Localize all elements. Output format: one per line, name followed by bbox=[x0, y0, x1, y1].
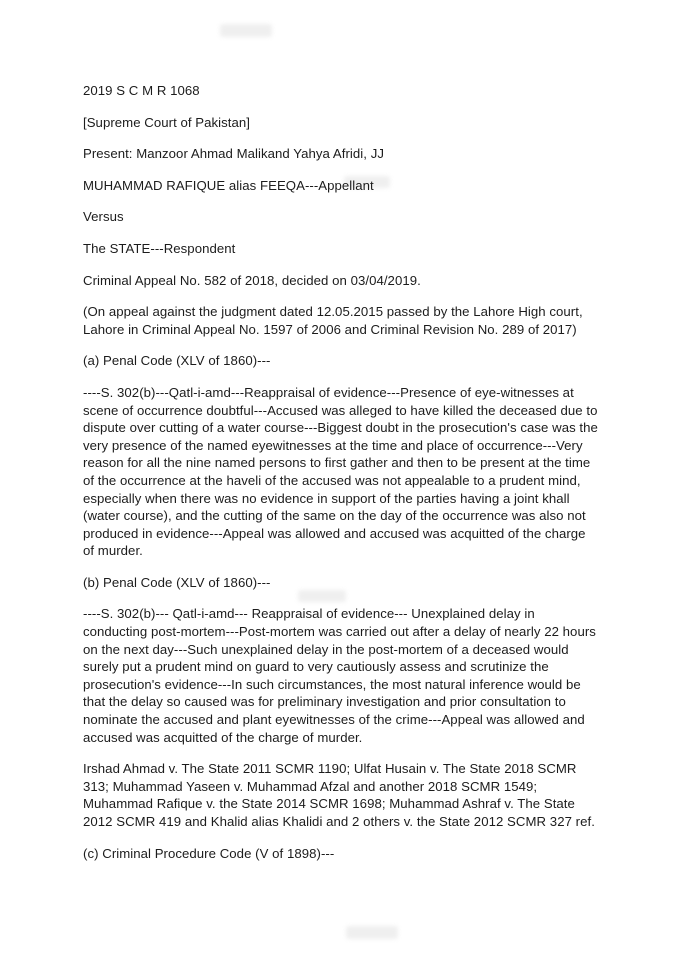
section-c-heading: (c) Criminal Procedure Code (V of 1898)--- bbox=[83, 845, 335, 861]
section-a-body: ----S. 302(b)---Qatl-i-amd---Reappraisal of evidence---Presence of eye-witnesses at scene of occurrence doubtful---Accused was alleged to have killed the deceased due to dispute over cutting of a water course---Biggest doubt in the prosecution's case was the very presence of the named eyewitnesses at the time and place of occurrence---Very reason for all the nine named persons to first gather and then to be present at the time of the occurrence at the haveli of the accused was not appealable to a prudent mind, especially when there was no evidence in support of the parties having a joint khall (water course), and the cutting of the same on the day of the occurrence was also not produced in evidence---Appeal was allowed and accused was acquitted of the charge of murder. bbox=[83, 384, 602, 559]
watermark bbox=[220, 24, 272, 37]
section-b-body: ----S. 302(b)--- Qatl-i-amd--- Reappraisal of evidence--- Unexplained delay in conducting post-mortem---Post-mortem was carried out after a delay of nearly 22 hours on the next day---Such unexplained delay in the post-mortem of a deceased would surely put a prudent mind on guard to very cautiously assess and scrutinize the prosecution's evidence---In such circumstances, the most natural inference would be that the delay so caused was for preliminary investigation and prior consultation to nominate the accused and plant eyewitnesses of the crime---Appeal was allowed and accused was acquitted of the charge of murder. bbox=[83, 606, 600, 745]
watermark bbox=[346, 926, 398, 939]
citation-line: 2019 S C M R 1068 bbox=[83, 83, 200, 98]
appellant-line: MUHAMMAD RAFIQUE alias FEEQA---Appellant bbox=[83, 177, 374, 193]
section-b-heading: (b) Penal Code (XLV of 1860)--- bbox=[83, 574, 271, 590]
bench-line: Present: Manzoor Ahmad Malikand Yahya Afridi, JJ bbox=[83, 146, 384, 162]
appeal-note: (On appeal against the judgment dated 12.05.2015 passed by the Lahore High court, Lahore in Criminal Appeal No. 1597 of 2006 and Criminal Revision No. 289 of 2017) bbox=[83, 304, 587, 337]
case-number-line: Criminal Appeal No. 582 of 2018, decided on 03/04/2019. bbox=[83, 272, 421, 288]
versus-line: Versus bbox=[83, 209, 124, 225]
court-line: [Supreme Court of Pakistan] bbox=[83, 114, 251, 130]
respondent-line: The STATE---Respondent bbox=[83, 240, 236, 256]
section-a-heading: (a) Penal Code (XLV of 1860)--- bbox=[83, 353, 271, 369]
case-references: Irshad Ahmad v. The State 2011 SCMR 1190; Ulfat Husain v. The State 2018 SCMR 313; Muhammad Yaseen v. Muhammad Afzal and another 2018 SCMR 1549; Muhammad Rafique v. the State 2014 SCMR 1698; Muhammad Ashraf v. The State 2012 SCMR 419 and Khalid alias Khalidi and 2 others v. the State 2012 SCMR 327 ref. bbox=[83, 761, 595, 829]
document-body bbox=[83, 82, 600, 876]
